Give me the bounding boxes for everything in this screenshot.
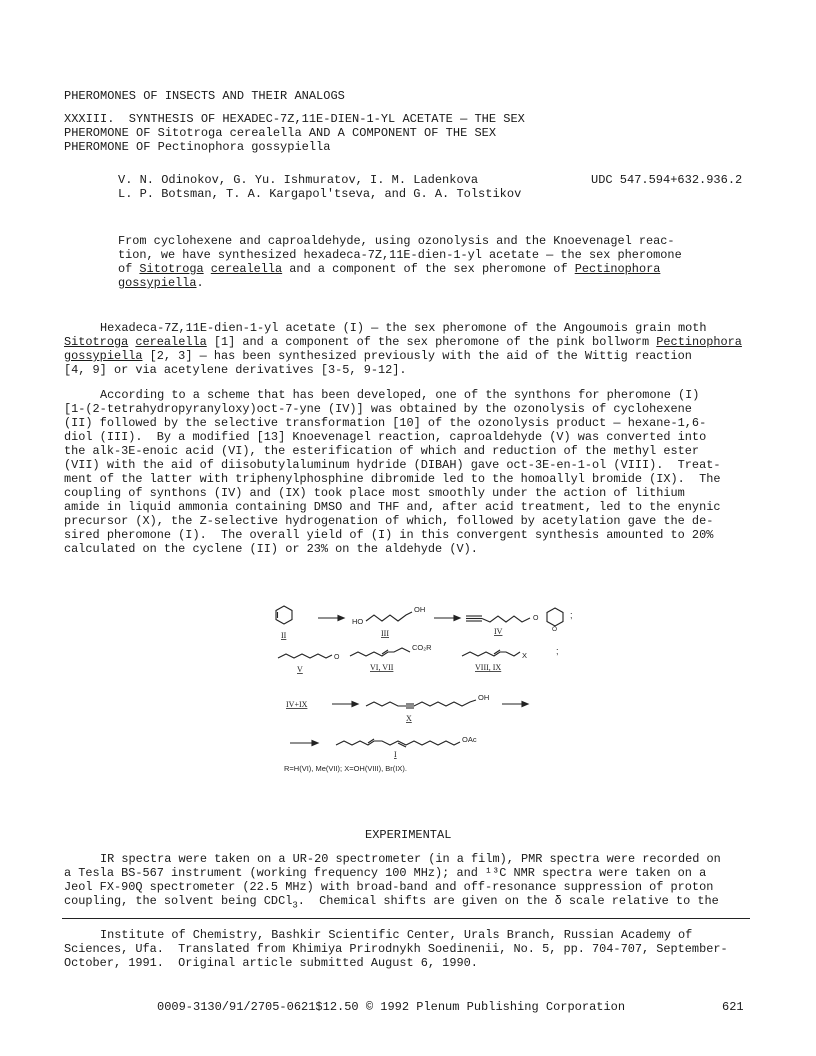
species-name: Pectinophora xyxy=(656,335,742,349)
caproaldehyde-chain-icon xyxy=(278,654,332,658)
compound-label-VI-VII: VI, VII xyxy=(370,663,394,672)
article-title-line-3: PHEROMONE OF Pectinophora gossypiella xyxy=(64,140,331,154)
scheme-legend: R=H(VI), Me(VII); X=OH(VIII), Br(IX). xyxy=(284,764,407,773)
body-line: coupling, the solvent being CDCl$_3$. Chemical shifts are given on the δ scale relative to the xyxy=(64,894,719,911)
body-line: IR spectra were taken on a UR-20 spectrometer (in a film), PMR spectra were recorded on xyxy=(100,852,721,866)
compound-label-X: X xyxy=(406,714,412,723)
compound-label-I: I xyxy=(394,750,397,759)
species-name: gossypiella xyxy=(118,276,197,290)
octenol-chain-icon xyxy=(462,652,520,656)
page-number: 621 xyxy=(722,1000,744,1014)
oxygen-label: O xyxy=(552,626,558,633)
oxygen-label: O xyxy=(533,615,539,622)
compound-label-III: III xyxy=(381,629,389,638)
footer-copyright: 0009-3130/91/2705-0621$12.50 © 1992 Plenum Publishing Corporation xyxy=(157,1000,626,1014)
body-line: (VII) with the aid of diisobutylaluminum hydride (DIBAH) gave oct-3E-en-1-ol (VIII). Treat- xyxy=(64,458,721,472)
hydroxyl-label: HO xyxy=(352,617,364,626)
species-name: cerealella xyxy=(210,262,283,276)
footnote-line: Sciences, Ufa. Translated from Khimiya Prirodnykh Soedinenii, No. 5, pp. 704-707, September- xyxy=(64,942,728,956)
octyne-chain-icon xyxy=(482,616,530,622)
thp-ring-icon xyxy=(547,608,563,626)
body-line: diol (III). By a modified [13] Knoevenagel reaction, caproaldehyde (V) was converted into xyxy=(64,430,707,444)
body-line: gossypiella [2, 3] — has been synthesized previously with the aid of the Wittig reaction xyxy=(64,349,692,363)
species-name: Sitotroga xyxy=(64,335,129,349)
pheromone-chain-icon xyxy=(336,741,460,745)
acetate-label: OAc xyxy=(462,735,477,744)
body-line: precursor (X), the Z-selective hydrogenation of which, followed by acetylation gave the de- xyxy=(64,514,714,528)
body-line: (II) followed by the selective transformation [10] of the ozonolysis product — hexane-1,6- xyxy=(64,416,707,430)
body-line: sired pheromone (I). The overall yield of (I) in this convergent synthesis amounted to 20% xyxy=(64,528,714,542)
body-line: calculated on the cyclene (II) or 23% on the aldehyde (V). xyxy=(64,542,478,556)
species-name: cerealella xyxy=(135,335,207,349)
abstract-line: gossypiella. xyxy=(118,276,204,290)
species-name: Sitotroga xyxy=(139,262,204,276)
footnote-divider xyxy=(62,918,750,919)
hydroxyl-label: OH xyxy=(414,605,426,614)
compound-label-V: V xyxy=(297,665,303,674)
reaction-scheme xyxy=(270,600,600,780)
scheme-separator: ; xyxy=(556,646,559,656)
compound-label-IV: IV xyxy=(494,627,503,636)
ester-group-label: CO₂R xyxy=(412,643,432,652)
body-line: Jeol FX-90Q spectrometer (22.5 MHz) with broad-band and off-resonance suppression of proton xyxy=(64,880,714,894)
section-heading-experimental: EXPERIMENTAL xyxy=(365,828,452,842)
enoic-chain-icon xyxy=(350,648,410,656)
compound-label-VIII-IX: VIII, IX xyxy=(475,663,502,672)
body-line: ment of the latter with triphenylphosphine dibromide led to the homoallyl bromide (IX). The xyxy=(64,472,721,486)
article-title-line-2: PHEROMONE OF Sitotroga cerealella AND A COMPONENT OF THE SEX xyxy=(64,126,497,140)
hexanediol-chain-icon xyxy=(366,612,412,621)
body-line: amide in liquid ammonia containing DMSO and THF and, after acid treatment, led to the enynic xyxy=(64,500,721,514)
hydroxyl-label: OH xyxy=(478,693,490,702)
footnote-line: Institute of Chemistry, Bashkir Scientific Center, Urals Branch, Russian Academy of xyxy=(100,928,693,942)
body-line: a Tesla BS-567 instrument (working frequency 100 MHz); and ¹³C NMR spectra were taken on a xyxy=(64,866,707,880)
body-line: Sitotroga cerealella [1] and a component of the sex pheromone of the pink bollworm Pectinophora xyxy=(64,335,742,349)
species-name: gossypiella xyxy=(64,349,143,363)
abstract-line: tion, we have synthesized hexadeca-7Z,11E-dien-1-yl acetate — the sex pheromone xyxy=(118,248,682,262)
abstract-line: From cyclohexene and caproaldehyde, using ozonolysis and the Knoevenagel reac- xyxy=(118,234,675,248)
body-line: the alk-3E-enoic acid (VI), the esterification of which and reduction of the methyl ester xyxy=(64,444,700,458)
oxygen-label: O xyxy=(334,654,340,661)
coupling-label: IV+IX xyxy=(286,700,308,709)
compound-label-II: II xyxy=(281,631,287,640)
article-title-line-1: XXXIII. SYNTHESIS OF HEXADEC-7Z,11E-DIEN-1-YL ACETATE — THE SEX xyxy=(64,112,525,126)
cyclohexene-ring-icon xyxy=(276,606,292,624)
scheme-separator: ; xyxy=(570,610,573,620)
body-line: coupling of synthons (IV) and (IX) took place most smoothly under the action of lithium xyxy=(64,486,685,500)
abstract-line: of Sitotroga cerealella and a component of the sex pheromone of Pectinophora xyxy=(118,262,661,276)
body-line: [1-(2-tetrahydropyranyloxy)oct-7-yne (IV)] was obtained by the ozonolysis of cyclohexene xyxy=(64,402,692,416)
body-line: According to a scheme that has been developed, one of the synthons for pheromone (I) xyxy=(100,388,700,402)
series-title: PHEROMONES OF INSECTS AND THEIR ANALOGS xyxy=(64,89,345,103)
substituent-label: X xyxy=(522,651,528,660)
enyne-chain-icon xyxy=(366,700,476,706)
authors-line-1: V. N. Odinokov, G. Yu. Ishmuratov, I. M. Ladenkova xyxy=(118,173,479,187)
body-line: Hexadeca-7Z,11E-dien-1-yl acetate (I) — the sex pheromone of the Angoumois grain moth xyxy=(100,321,707,335)
authors-line-2: L. P. Botsman, T. A. Kargapol'tseva, and G. A. Tolstikov xyxy=(118,187,522,201)
footnote-line: October, 1991. Original article submitted August 6, 1990. xyxy=(64,956,478,970)
species-name: Pectinophora xyxy=(574,262,661,276)
udc-code: UDC 547.594+632.936.2 xyxy=(591,173,743,187)
body-line: [4, 9] or via acetylene derivatives [3-5, 9-12]. xyxy=(64,363,407,377)
